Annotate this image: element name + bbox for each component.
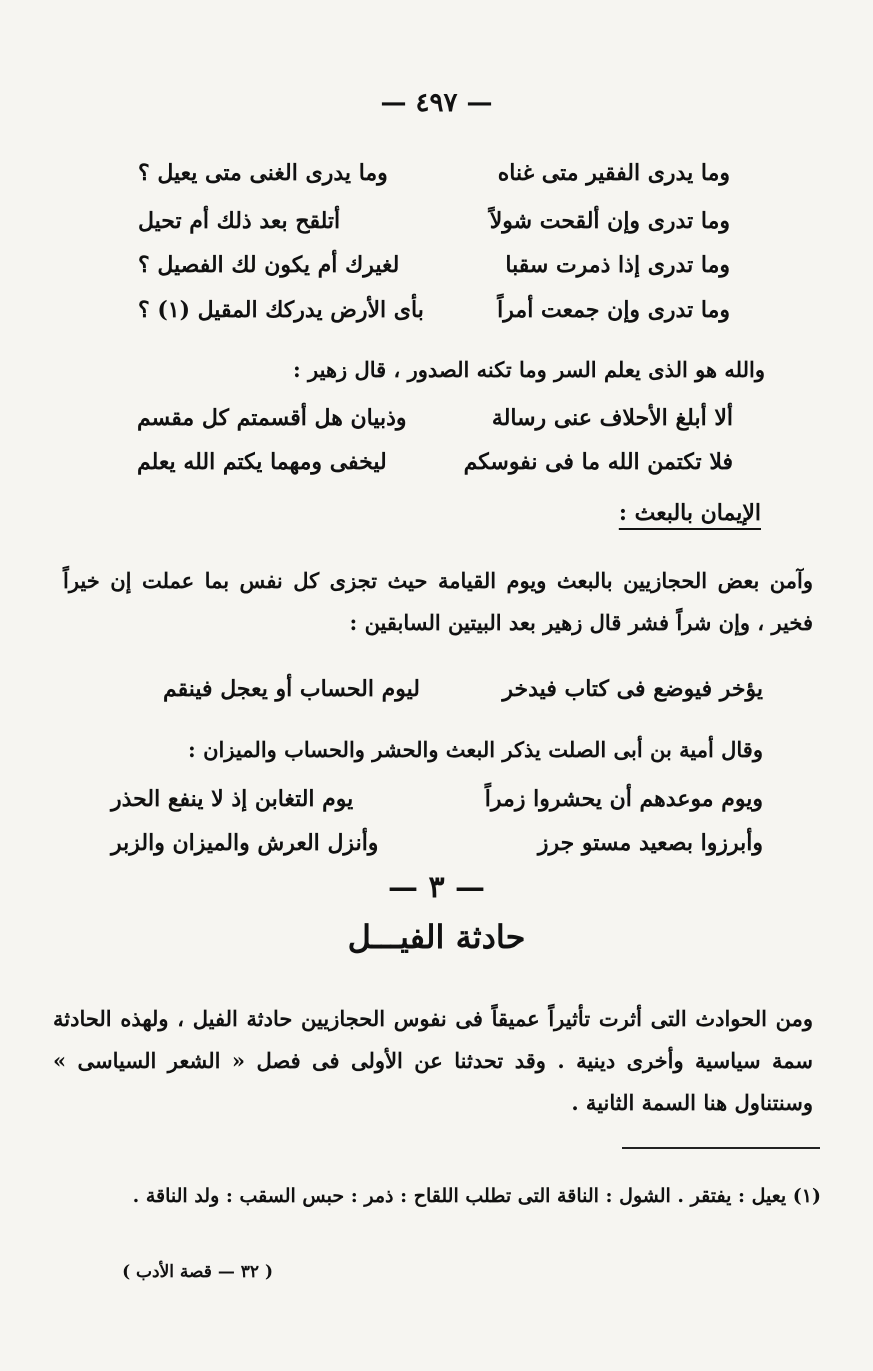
poem-verse [111,786,763,826]
footnote-text: (١) يعيل : يفتقر . الشول : الناقة التى تطلب اللقاح : ذمر : حبس السقب : ولد الناقة . [132,1185,821,1207]
verse-second-hemistich: بأى الأرض يدركك المقيل (١) ؟ [138,297,424,323]
verse-first-hemistich: ويوم موعدهم أن يحشروا زمراً [484,786,763,812]
footnote-divider [622,1147,820,1149]
intro-zuhair [75,349,765,391]
poem-verse [111,830,763,870]
verse-second-hemistich: لغيرك أم يكون لك الفصيل ؟ [138,252,400,278]
poem-verse [138,297,730,337]
verse-second-hemistich: يوم التغابن إذ لا ينفع الحذر [111,786,354,812]
verse-first-hemistich: فلا تكتمن الله ما فى نفوسكم [463,449,733,475]
paragraph-resurrection-text: وآمن بعض الحجازيين بالبعث ويوم القيامة حيث تجزى كل نفس بما عملت إن خيراً فخير ، وإن شراً فشر قال زهير بعد البيتين السابقين : [63,568,813,635]
poem-verse [138,208,730,248]
paragraph-resurrection [63,560,813,644]
verse-second-hemistich: وذبيان هل أقسمتم كل مقسم [137,405,407,431]
paragraph-elephant-text: ومن الحوادث التى أثرت تأثيراً عميقاً فى نفوس الحجازيين حادثة الفيل ، ولهذه الحادثة سمة سياسية وأخرى دينية . وقد تحدثنا عن الأولى فى فصل « الشعر السياسى » وسنتناول هنا السمة الثانية . [53,1006,813,1115]
poem-verse [137,449,733,489]
verse-first-hemistich: وما تدرى وإن جمعت أمراً [497,297,730,323]
page-number: — ٤٩٧ — [380,88,493,118]
verse-second-hemistich: ليخفى ومهما يكتم الله يعلم [137,449,387,475]
poem-verse [138,160,730,200]
poem-verse [137,405,733,445]
footnote [61,1178,821,1214]
printer-signature: ( ٣٢ — قصة الأدب ) [122,1262,273,1282]
verse-first-hemistich: ألا أبلغ الأحلاف عنى رسالة [491,405,733,431]
intro-umayya-text: وقال أمية بن أبى الصلت يذكر البعث والحشر والحساب والميزان : [188,737,763,762]
intro-umayya [103,729,763,771]
verse-second-hemistich: ليوم الحساب أو يعجل فينقم [163,676,420,702]
paragraph-elephant [53,998,813,1124]
verse-first-hemistich: وما يدرى الفقير متى غناه [497,160,730,186]
verse-first-hemistich: يؤخر فيوضع فى كتاب فيدخر [502,676,763,702]
poem-verse [138,252,730,292]
verse-second-hemistich: وأنزل العرش والميزان والزبر [111,830,379,856]
section-number: — ٣ — [387,870,486,905]
intro-zuhair-text: والله هو الذى يعلم السر وما تكنه الصدور ، قال زهير : [292,357,765,382]
verse-second-hemistich: أتلقح بعد ذلك أم تحيل [138,208,341,234]
subheading-resurrection: الإيمان بالبعث : [618,500,761,526]
section-title: حادثة الفيـــل [347,918,526,956]
poem-verse [163,676,763,716]
verse-second-hemistich: وما يدرى الغنى متى يعيل ؟ [138,160,388,186]
verse-first-hemistich: وما تدرى وإن ألقحت شولاً [489,208,730,234]
verse-first-hemistich: وما تدرى إذا ذمرت سقبا [505,252,730,278]
verse-first-hemistich: وأبرزوا بصعيد مستو جرز [537,830,763,856]
